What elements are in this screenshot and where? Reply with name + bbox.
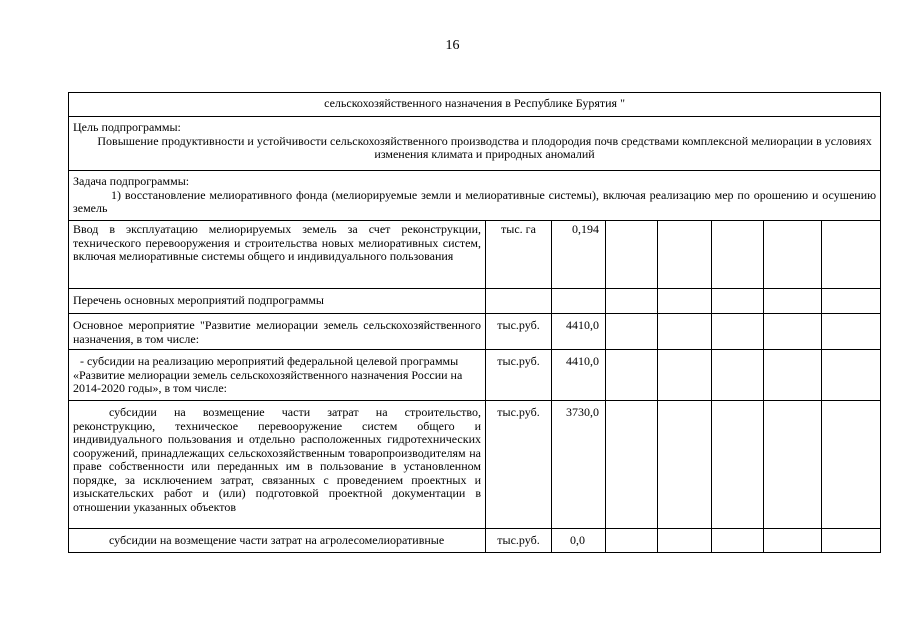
row-unit <box>486 289 552 314</box>
empty-cell <box>712 289 764 314</box>
empty-cell <box>606 221 658 289</box>
row-value: 0,0 <box>552 529 606 553</box>
empty-cell <box>658 221 712 289</box>
empty-cell <box>712 314 764 350</box>
row-value: 4410,0 <box>552 350 606 401</box>
main-activity-row <box>69 314 881 350</box>
task-cell <box>69 171 881 221</box>
subprogram-table <box>68 92 881 553</box>
federal-subsidy-row <box>69 350 881 401</box>
activities-list-row <box>69 289 881 314</box>
empty-cell <box>822 221 881 289</box>
row-unit: тыс.руб. <box>486 529 552 553</box>
empty-cell <box>658 314 712 350</box>
empty-cell <box>764 350 822 401</box>
empty-cell <box>606 314 658 350</box>
row-unit: тыс.руб. <box>486 314 552 350</box>
row-description: Ввод в эксплуатацию мелиорируемых земель за счет реконструкции, технического перевооружения и строительства новых мелиоративных систем, включая мелиоративные системы общего и индивидуального пользования <box>69 221 486 289</box>
empty-cell <box>606 289 658 314</box>
row-value: 4410,0 <box>552 314 606 350</box>
empty-cell <box>712 401 764 529</box>
empty-cell <box>764 401 822 529</box>
indicator-row <box>69 221 881 289</box>
goal-text: Повышение продуктивности и устойчивости сельскохозяйственного производства и плодородия почв средствами комплексной мелиорации в условиях изменения климата и природных аномалий <box>97 133 872 161</box>
empty-cell <box>764 314 822 350</box>
row-description: субсидии на возмещение части затрат на строительство, реконструкцию, техническое перевооружение систем общего и индивидуального пользования и отдельно расположенных гидротехнических сооружений, принадлежащих сельскохозяйственным товаропроизводителям на праве собственности или переданных им в пользование в установленном порядке, за исключением затрат, связанных с проведением проектных и изыскательских работ и (или) подготовкой проектной документации в отношении указанных объектов <box>69 401 486 529</box>
empty-cell <box>606 401 658 529</box>
task-text: 1) восстановление мелиоративного фонда (мелиорируемые земли и мелиоративные системы), включая реализацию мер по орошению и осушению земель <box>73 187 877 215</box>
empty-cell <box>764 289 822 314</box>
empty-cell <box>712 221 764 289</box>
empty-cell <box>822 314 881 350</box>
agroforestry-subsidy-row <box>69 529 881 553</box>
empty-cell <box>822 529 881 553</box>
row-unit: тыс.руб. <box>486 401 552 529</box>
empty-cell <box>822 401 881 529</box>
empty-cell <box>712 350 764 401</box>
row-description: - субсидии на реализацию мероприятий федеральной целевой программы «Развитие мелиорации земель сельскохозяйственного назначения России на 2014-2020 годы», в том числе: <box>69 350 486 401</box>
page-number: 16 <box>445 38 460 53</box>
empty-cell <box>822 289 881 314</box>
row-unit: тыс.руб. <box>486 350 552 401</box>
construction-subsidy-row <box>69 401 881 529</box>
empty-cell <box>606 529 658 553</box>
empty-cell <box>712 529 764 553</box>
empty-cell <box>764 529 822 553</box>
goal-cell <box>69 117 881 171</box>
empty-cell <box>658 350 712 401</box>
row-description: субсидии на возмещение части затрат на агролесомелиоративные <box>69 529 486 553</box>
row-description: Перечень основных мероприятий подпрограммы <box>69 289 486 314</box>
empty-cell <box>658 289 712 314</box>
row-description: Основное мероприятие "Развитие мелиорации земель сельскохозяйственного назначения, в том числе: <box>69 314 486 350</box>
row-value: 0,194 <box>552 221 606 289</box>
row-value: 3730,0 <box>552 401 606 529</box>
task-row <box>69 171 881 221</box>
empty-cell <box>764 221 822 289</box>
goal-label: Цель подпрограммы: <box>73 120 181 134</box>
row-unit: тыс. га <box>486 221 552 289</box>
header-row <box>69 93 881 117</box>
header-row-text: сельскохозяйственного назначения в Республике Бурятия " <box>69 93 881 117</box>
empty-cell <box>822 350 881 401</box>
empty-cell <box>606 350 658 401</box>
empty-cell <box>658 529 712 553</box>
empty-cell <box>658 401 712 529</box>
goal-row <box>69 117 881 171</box>
row-value <box>552 289 606 314</box>
task-label: Задача подпрограммы: <box>73 174 190 188</box>
